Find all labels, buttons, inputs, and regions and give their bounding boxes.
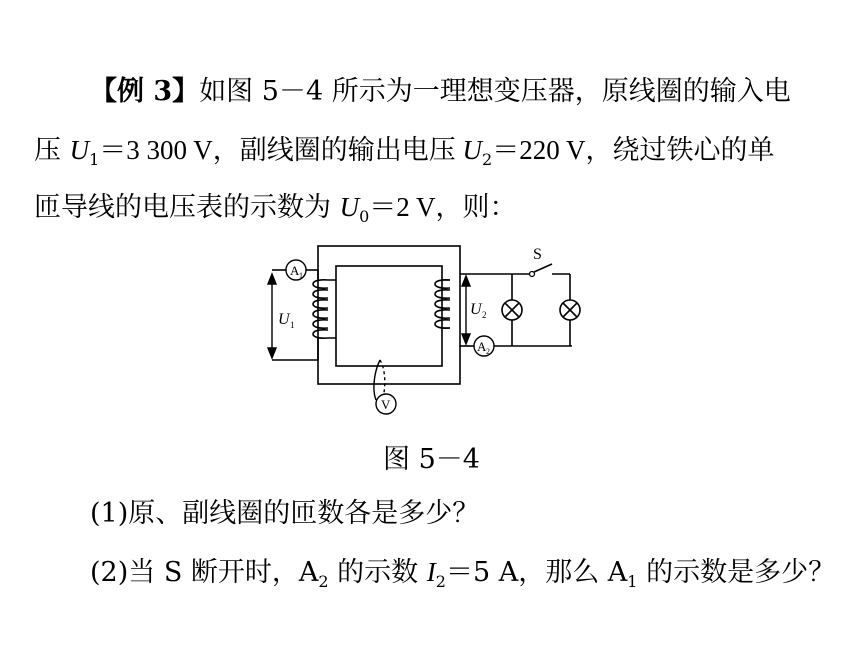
u1-subscript: 1 [89,150,100,169]
u1-symbol: U [69,135,90,165]
lamp-2 [560,300,580,320]
question-2 [0,552,861,593]
u1-diagram-label: U [278,311,290,328]
problem-text-2a: 压 [34,135,70,166]
primary-coil [313,280,336,338]
problem-text-1: 如图 5－4 所示为一理想变压器，原线圈的输入电 [199,76,791,107]
question-2-text-d: 的示数是多少？ [637,557,836,588]
u2-diagram-sub: 2 [482,310,487,320]
problem-line-3 [0,187,861,228]
question-1 [0,494,861,534]
question-2-a1-sub: 1 [627,572,638,591]
figure-caption: 图 5－4 [383,444,480,475]
u2-voltage-arrow [462,276,470,344]
problem-text-2c: ＝220 V，绕过铁心的单 [492,135,775,165]
switch-label: S [533,246,542,263]
question-1-text: (1)原、副线圈的匝数各是多少？ [90,498,480,529]
u1-voltage-arrow [268,274,276,358]
problem-text-3b: ＝2 V，则： [369,192,517,222]
ammeter-a1 [286,260,306,280]
example-label: 【例 3】 [90,76,200,107]
question-2-text-a: (2)当 S 断开时，A [90,557,319,588]
voltmeter-v [376,394,396,414]
a2-sub: 2 [486,347,490,356]
u2-symbol: U [462,135,483,165]
question-2-text-c: ＝5 A，那么 A [445,557,628,588]
i2-symbol: I [426,557,436,587]
a1-label: A [290,263,300,278]
transformer-circuit-diagram [262,240,602,430]
u2-diagram-label: U [470,301,482,318]
iron-core-inner [336,266,442,366]
switch-s [530,246,553,277]
ammeter-a2 [474,336,494,356]
problem-text-3a: 匝导线的电压表的示数为 [34,192,340,223]
i2-subscript: 2 [435,572,446,591]
lamp-1 [502,300,522,320]
u0-subscript: 0 [359,207,370,226]
problem-text-2b: ＝3 300 V，副线圈的输出电压 [99,135,463,165]
a1-sub: 1 [299,271,303,280]
problem-line-2 [0,130,861,171]
u1-diagram-sub: 1 [290,320,295,330]
a2-label: A [477,339,487,354]
u2-subscript: 2 [482,150,493,169]
question-2-a2-sub: 2 [318,572,329,591]
u0-symbol: U [339,192,360,222]
problem-line-1 [0,72,861,112]
question-2-text-b: 的示数 [328,557,427,588]
v-label: V [381,397,391,412]
